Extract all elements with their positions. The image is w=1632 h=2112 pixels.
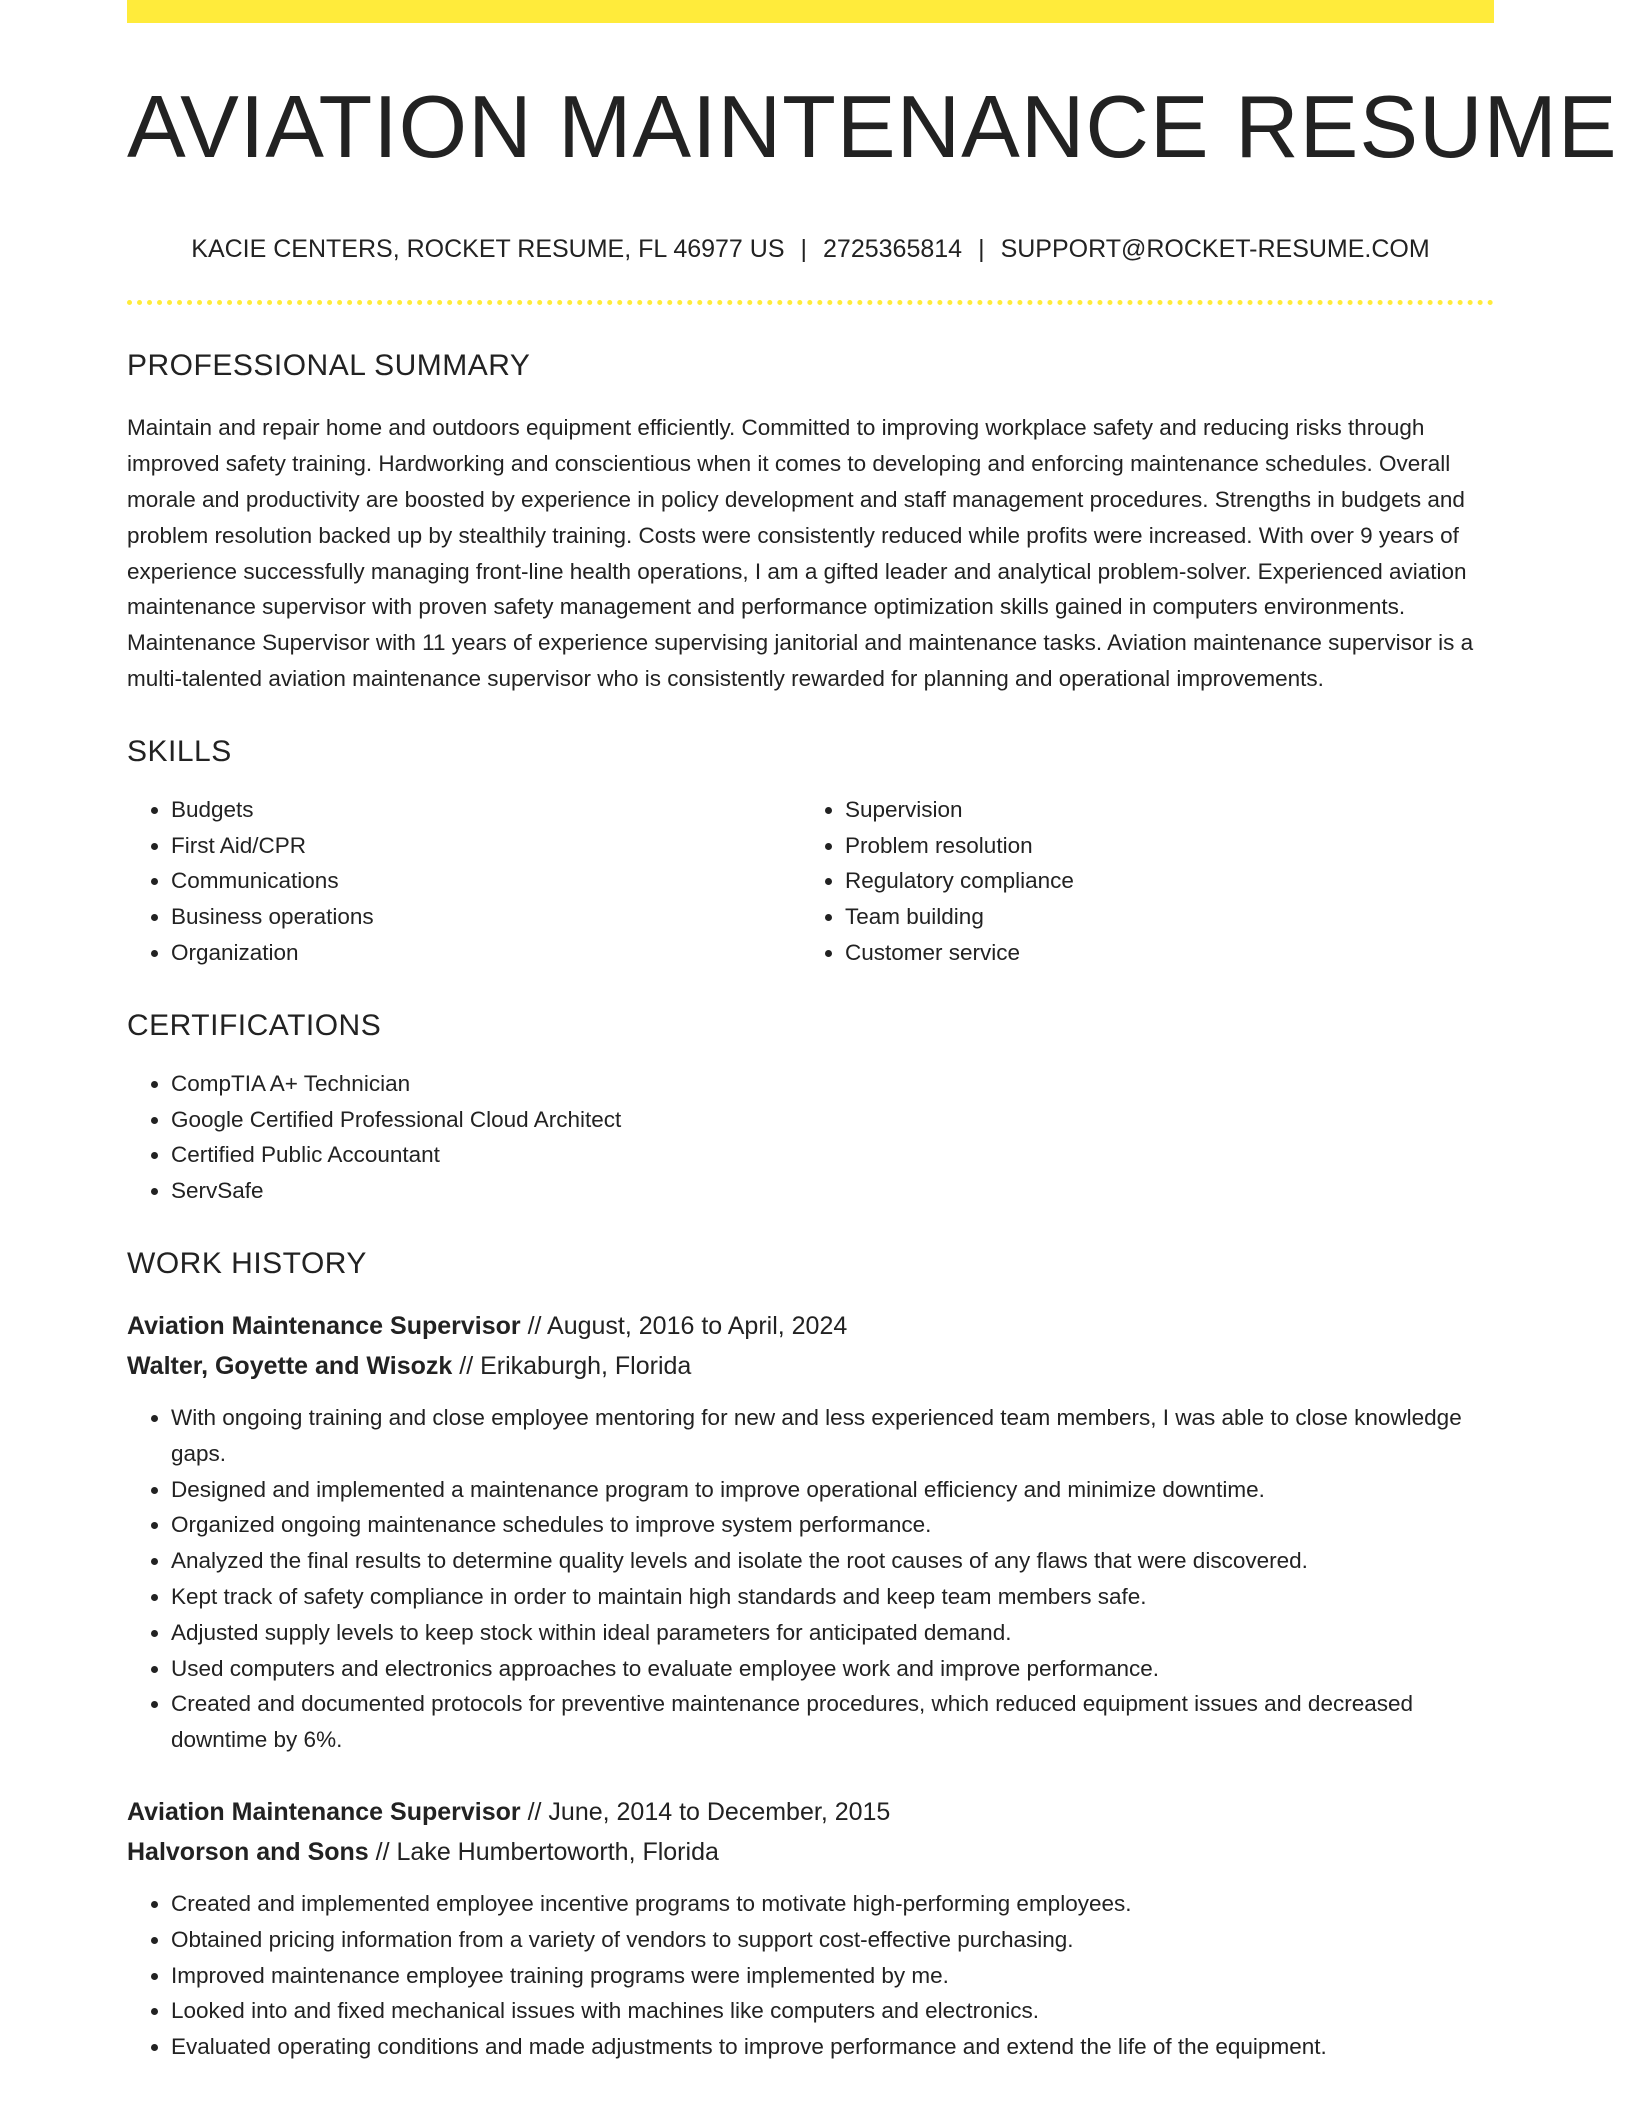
skill-item: • Business operations [171, 899, 801, 935]
job-duty-item: • Used computers and electronics approaches to evaluate employee work and improve performance. [171, 1651, 1494, 1687]
skill-item: • Team building [845, 899, 1475, 935]
contact-separator: | [978, 235, 985, 264]
job-location: // Lake Humbertoworth, Florida [375, 1837, 719, 1866]
resume-page [127, 0, 1618, 2065]
skill-item: • Supervision [845, 792, 1475, 828]
header-divider [127, 300, 1494, 305]
contact-separator: | [800, 235, 808, 264]
accent-bar [127, 0, 1494, 23]
contact-line [127, 235, 1494, 264]
job-company-line [127, 1346, 1494, 1386]
job-title-line [127, 1792, 1494, 1832]
job-duties-list [127, 1400, 1494, 1758]
skills-column-left [127, 792, 801, 971]
job-duty-item: • Organized ongoing maintenance schedules to improve system performance. [171, 1507, 1494, 1543]
job-dates: // August, 2016 to April, 2024 [527, 1311, 848, 1340]
skill-item: • Regulatory compliance [845, 863, 1475, 899]
certification-item: • ServSafe [171, 1173, 1494, 1209]
contact-phone: 2725365814 [823, 235, 963, 264]
job-entry [127, 1306, 1494, 1758]
work-history-heading: WORK HISTORY [127, 1246, 367, 1280]
skill-item: • Communications [171, 863, 801, 899]
job-company: Walter, Goyette and Wisozk [127, 1351, 453, 1380]
job-location: // Erikaburgh, Florida [459, 1351, 692, 1380]
job-duty-item: • With ongoing training and close employee mentoring for new and less experienced team members, I was able to close knowledge gaps. [171, 1400, 1494, 1472]
summary-text: Maintain and repair home and outdoors equipment efficiently. Committed to improving workplace safety and reducing risks through improved safety training. Hardworking and conscientious when it comes to developing and enforcing maintenance schedules. Overall morale and productivity are boosted by experience in policy development and staff management procedures. Strengths in budgets and problem resolution backed up by stealthily training. Costs were consistently reduced while profits were increased. With over 9 years of experience successfully managing front-line health operations, I am a gifted leader and analytical problem-solver. Experienced aviation maintenance supervisor with proven safety management and performance optimization skills gained in computers environments. Maintenance Supervisor with 11 years of experience supervising janitorial and maintenance tasks. Aviation maintenance supervisor is a multi-talented aviation maintenance supervisor who is consistently rewarded for planning and operational improvements. [127, 415, 1474, 691]
job-company: Halvorson and Sons [127, 1837, 369, 1866]
certification-item: • Certified Public Accountant [171, 1137, 1494, 1173]
job-entry [127, 1792, 1494, 2065]
job-duty-item: • Designed and implemented a maintenance program to improve operational efficiency and minimize downtime. [171, 1472, 1494, 1508]
contact-address: KACIE CENTERS, ROCKET RESUME, FL 46977 US [191, 235, 785, 264]
job-dates: // June, 2014 to December, 2015 [527, 1797, 891, 1826]
job-duty-item: • Looked into and fixed mechanical issues with machines like computers and electronics. [171, 1993, 1494, 2029]
job-duty-item: • Improved maintenance employee training programs were implemented by me. [171, 1958, 1494, 1994]
resume-title: AVIATION MAINTENANCE RESUME [127, 77, 1618, 176]
skill-item: • Organization [171, 935, 801, 971]
job-title-line [127, 1306, 1494, 1346]
contact-email: SUPPORT@ROCKET-RESUME.COM [1000, 235, 1430, 264]
job-duty-item: • Adjusted supply levels to keep stock within ideal parameters for anticipated demand. [171, 1615, 1494, 1651]
skill-item: • Problem resolution [845, 828, 1475, 864]
job-duty-item: • Obtained pricing information from a variety of vendors to support cost-effective purchasing. [171, 1922, 1494, 1958]
skills-list [127, 792, 1494, 971]
certifications-list [127, 1066, 1494, 1209]
job-company-line [127, 1832, 1494, 1872]
skill-item: • Customer service [845, 935, 1475, 971]
job-duty-item: • Kept track of safety compliance in order to maintain high standards and keep team members safe. [171, 1579, 1494, 1615]
job-duties-list [127, 1886, 1494, 2065]
summary-heading: PROFESSIONAL SUMMARY [127, 349, 531, 383]
skill-item: • First Aid/CPR [171, 828, 801, 864]
skill-item: • Budgets [171, 792, 801, 828]
job-title: Aviation Maintenance Supervisor [127, 1311, 521, 1340]
certification-item: • Google Certified Professional Cloud Architect [171, 1102, 1494, 1138]
skills-heading: SKILLS [127, 734, 232, 768]
certification-item: • CompTIA A+ Technician [171, 1066, 1494, 1102]
job-duty-item: • Created and implemented employee incentive programs to motivate high-performing employees. [171, 1886, 1494, 1922]
certifications-heading: CERTIFICATIONS [127, 1008, 382, 1042]
job-title: Aviation Maintenance Supervisor [127, 1797, 521, 1826]
job-duty-item: • Analyzed the final results to determine quality levels and isolate the root causes of any flaws that were discovered. [171, 1543, 1494, 1579]
job-duty-item: • Created and documented protocols for preventive maintenance procedures, which reduced equipment issues and decreased downtime by 6%. [171, 1686, 1494, 1758]
skills-column-right [801, 792, 1475, 971]
job-duty-item: • Evaluated operating conditions and made adjustments to improve performance and extend the life of the equipment. [171, 2029, 1494, 2065]
